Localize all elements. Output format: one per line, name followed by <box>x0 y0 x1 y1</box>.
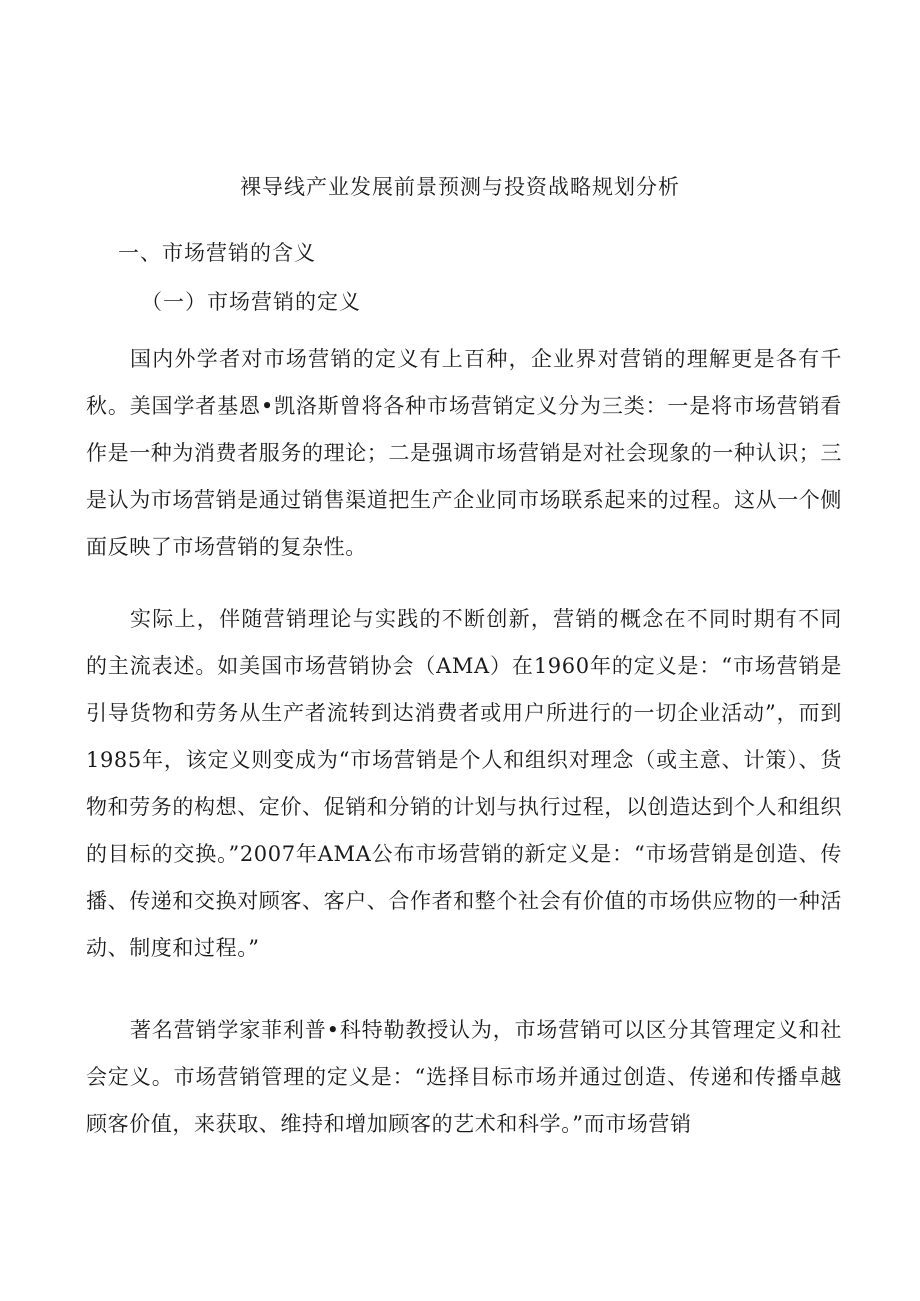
paragraph-1: 国内外学者对市场营销的定义有上百种，企业界对营销的理解更是各有千秋。美国学者基恩•凯洛斯曾将各种市场营销定义分为三类：一是将市场营销看作是一种为消费者服务的理论；二是强调市场营销是对社会现象的一种认识；三是认为市场营销是通过销售渠道把生产企业同市场联系起来的过程。这从一个侧面反映了市场营销的复杂性。 <box>86 347 842 559</box>
subsection-heading: （一）市场营销的定义 <box>141 290 361 314</box>
section-heading: 一、市场营销的含义 <box>118 241 316 265</box>
document-title: 裸导线产业发展前景预测与投资战略规划分析 <box>240 175 680 199</box>
paragraph-2: 实际上，伴随营销理论与实践的不断创新，营销的概念在不同时期有不同的主流表述。如美国市场营销协会（AMA）在1960年的定义是：“市场营销是引导货物和劳务从生产者流转到达消费者或用户所进行的一切企业活动”，而到1985年，该定义则变成为“市场营销是个人和组织对理念（或主意、计策）、货物和劳务的构想、定价、促销和分销的计划与执行过程，以创造达到个人和组织的目标的交换。”2007年AMA公布市场营销的新定义是：“市场营销是创造、传播、传递和交换对顾客、客户、合作者和整个社会有价值的市场供应物的一种活动、制度和过程。” <box>86 607 842 960</box>
paragraph-3: 著名营销学家菲利普•科特勒教授认为，市场营销可以区分其管理定义和社会定义。市场营销管理的定义是：“选择目标市场并通过创造、传递和传播卓越顾客价值，来获取、维持和增加顾客的艺术和科学。”而市场营销 <box>86 1018 842 1136</box>
